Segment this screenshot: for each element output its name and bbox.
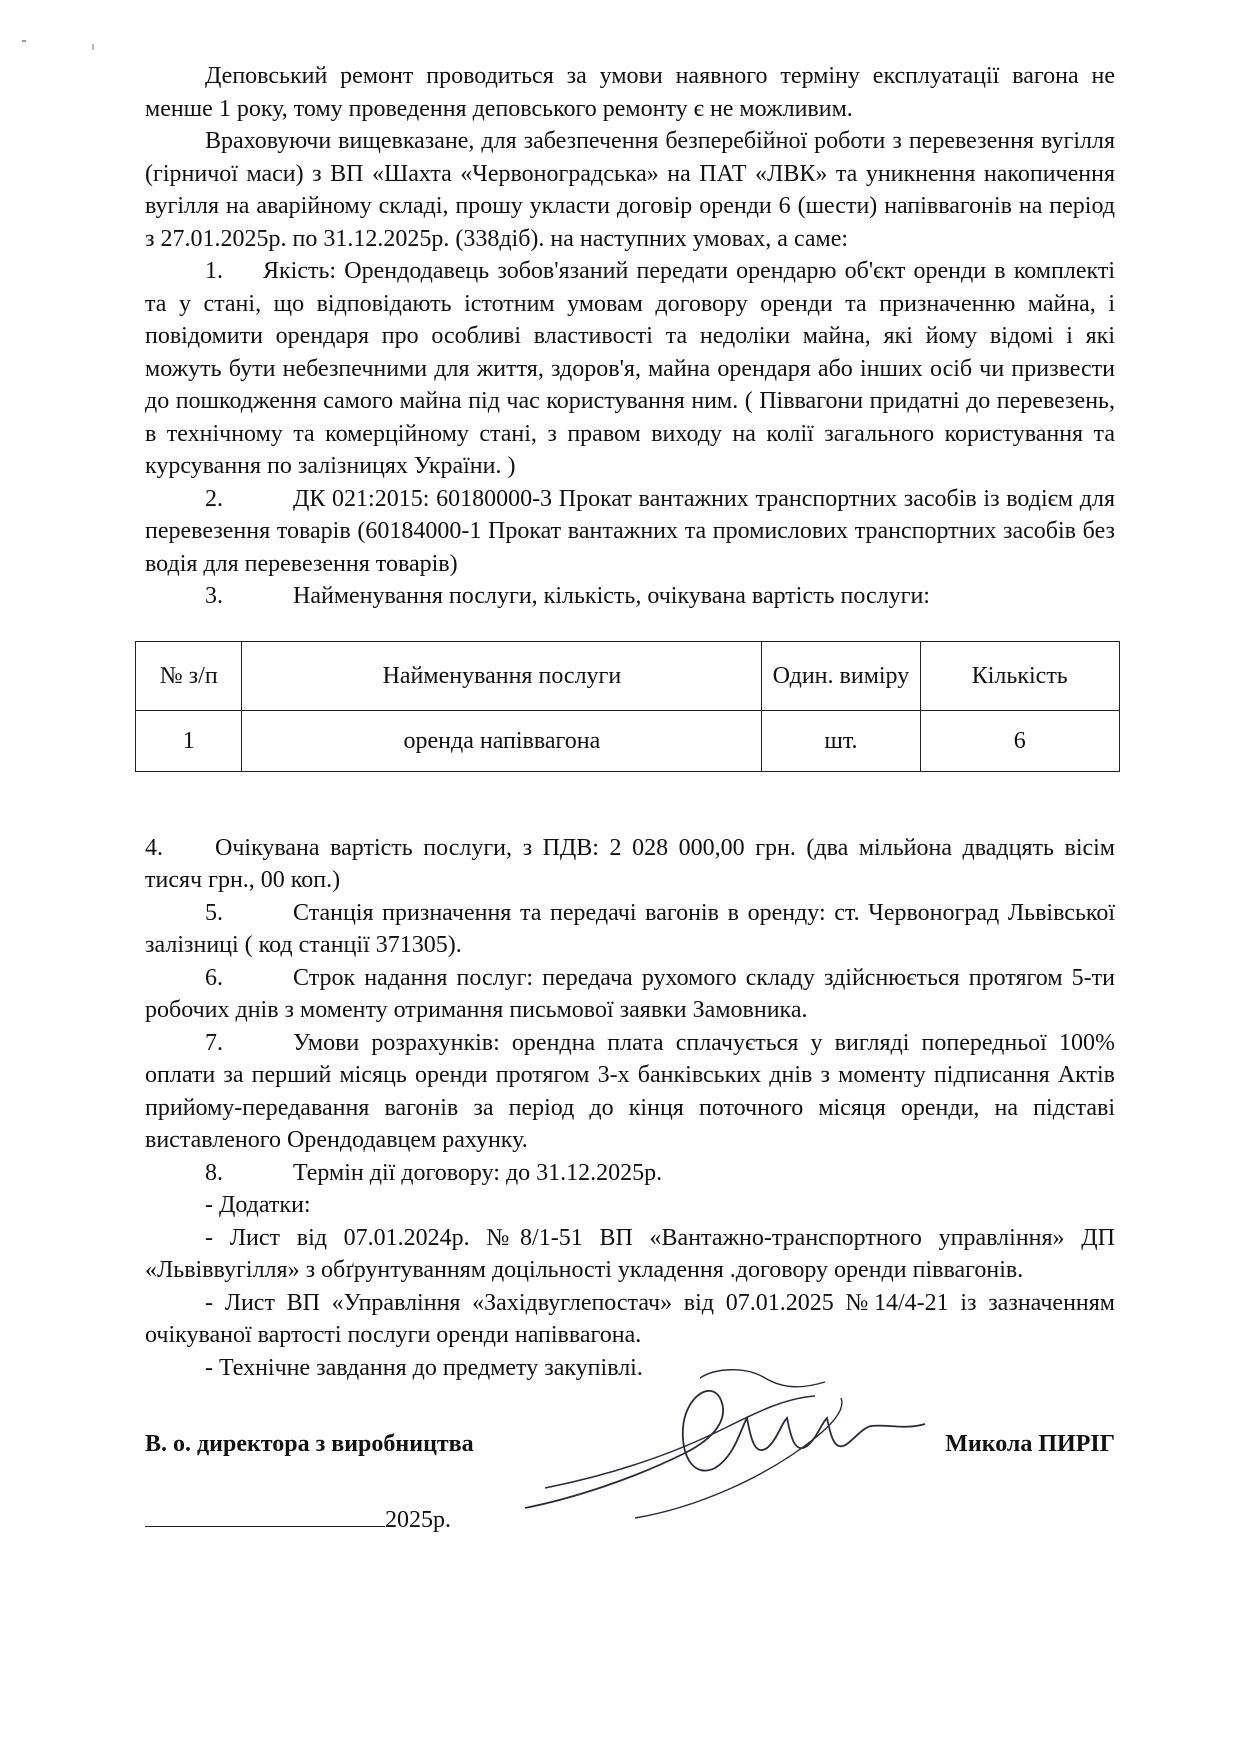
header-number: № з/п xyxy=(136,641,242,710)
item-number: 3. xyxy=(205,583,223,609)
header-unit: Один. виміру xyxy=(762,641,920,710)
item-text: Умови розрахунків: орендна плата сплачується у вигляді попередньої 100% оплати за перший місяць оренди протягом 3-х банківських днів з моменту підписання Актів прийому-передавання вагонів за період до кінця поточного місяця оренди, на підставі виставленого Орендодавцем рахунку. xyxy=(145,1029,1115,1153)
cell-unit: шт. xyxy=(762,710,920,771)
item-number: 1. xyxy=(205,258,223,284)
scan-mark xyxy=(92,44,94,50)
signature-block xyxy=(145,1418,1115,1478)
date-suffix: 2025р. xyxy=(385,1507,451,1533)
list-item-3 xyxy=(145,580,1115,613)
cell-service-name: оренда напіввагона xyxy=(242,710,762,771)
scan-mark xyxy=(22,40,26,42)
services-table xyxy=(135,641,1120,772)
signatory-title: В. о. директора з виробництва xyxy=(145,1431,474,1457)
list-item-8 xyxy=(145,1157,1115,1190)
item-number: 5. xyxy=(205,899,223,926)
attachment-item: - Лист від 07.01.2024р. №8/1-51 ВП «Вантажно-транспортного управління» ДП «Львіввугілля» з обґрунтуванням доцільності укладення .договору оренди піввагонів. xyxy=(145,1224,1115,1283)
document-page xyxy=(145,60,1115,1537)
item-text: Якість: Орендодавець зобов'язаний передати орендарю об'єкт оренди в комплекті та у стані, що відповідають істотним умовам договору оренди та призначенню майна, і повідомити орендаря про особливі властивості та недоліки майна, які йому відомі і які можуть бути небезпечними для життя, здоров'я, майна орендаря або інших осіб чи призвести до пошкодження самого майна під час користування ним. ( Піввагони придатні до перевезень, в технічному та комерційному стані, з правом виходу на колії загального користування та курсування по залізницях України. ) xyxy=(145,258,1115,479)
paragraph-request: Враховуючи вищевказане, для забезпечення безперебійної роботи з перевезення вугілля (гірничої маси) з ВП «Шахта «Червоноградська» на ПАТ «ЛВК» та уникнення накопичення вугілля на аварійному складі, прошу укласти договір оренди 6 (шести) напіввагонів на період з 27.01.2025р. по 31.12.2025р. (338діб). на наступних умовах, а саме: xyxy=(145,128,1115,252)
date-blank xyxy=(145,1504,385,1527)
cell-quantity: 6 xyxy=(920,710,1120,771)
list-item-1 xyxy=(145,255,1115,483)
header-service-name: Найменування послуги xyxy=(242,641,762,710)
attachments-heading: - Додатки: xyxy=(205,1192,311,1218)
paragraph-depot-repair: Деповський ремонт проводиться за умови наявного терміну експлуатації вагона не менше 1 року, тому проведення деповського ремонту є не можливим. xyxy=(145,63,1115,122)
list-item-7 xyxy=(145,1027,1115,1157)
signatory-name: Микола ПИРІГ xyxy=(945,1431,1115,1457)
table-row xyxy=(136,710,1120,771)
item-text: Очікувана вартість послуги, з ПДВ: 2 028 000,00 грн. (два мільйона двадцять вісім тисяч грн., 00 коп.) xyxy=(145,834,1115,893)
item-text: Термін дії договору: до 31.12.2025р. xyxy=(293,1159,663,1186)
item-text: ДК 021:2015: 60180000-3 Прокат вантажних транспортних засобів із водієм для перевезення товарів (60184000-1 Прокат вантажних та промислових транспортних засобів без водія для перевезення товарів) xyxy=(145,485,1115,577)
item-number: 6. xyxy=(205,964,223,991)
attachment-item: - Технічне завдання до предмету закупівлі. xyxy=(205,1354,643,1381)
item-text: Найменування послуги, кількість, очікувана вартість послуги: xyxy=(293,583,930,609)
list-item-4 xyxy=(145,832,1115,897)
item-number: 4. xyxy=(145,834,163,861)
item-number: 8. xyxy=(205,1159,223,1186)
item-number: 7. xyxy=(205,1029,223,1056)
list-item-6 xyxy=(145,962,1115,1027)
cell-number: 1 xyxy=(136,710,242,771)
item-text: Строк надання послуг: передача рухомого складу здійснюється протягом 5-ти робочих днів з моменту отримання письмової заявки Замовника. xyxy=(145,964,1115,1023)
attachment-item: - Лист ВП «Управління «Західвуглепостач» від 07.01.2025 №14/4-21 із зазначенням очікуваної вартості послуги оренди напіввагона. xyxy=(145,1289,1115,1348)
header-quantity: Кількість xyxy=(920,641,1120,710)
item-text: Станція призначення та передачі вагонів в оренду: ст. Червоноград Львівської залізниці ( код станції 371305). xyxy=(145,899,1115,958)
list-item-5 xyxy=(145,897,1115,962)
handwritten-signature xyxy=(515,1358,935,1528)
table-header-row xyxy=(136,641,1120,710)
list-item-2 xyxy=(145,483,1115,581)
item-number: 2. xyxy=(205,485,223,512)
